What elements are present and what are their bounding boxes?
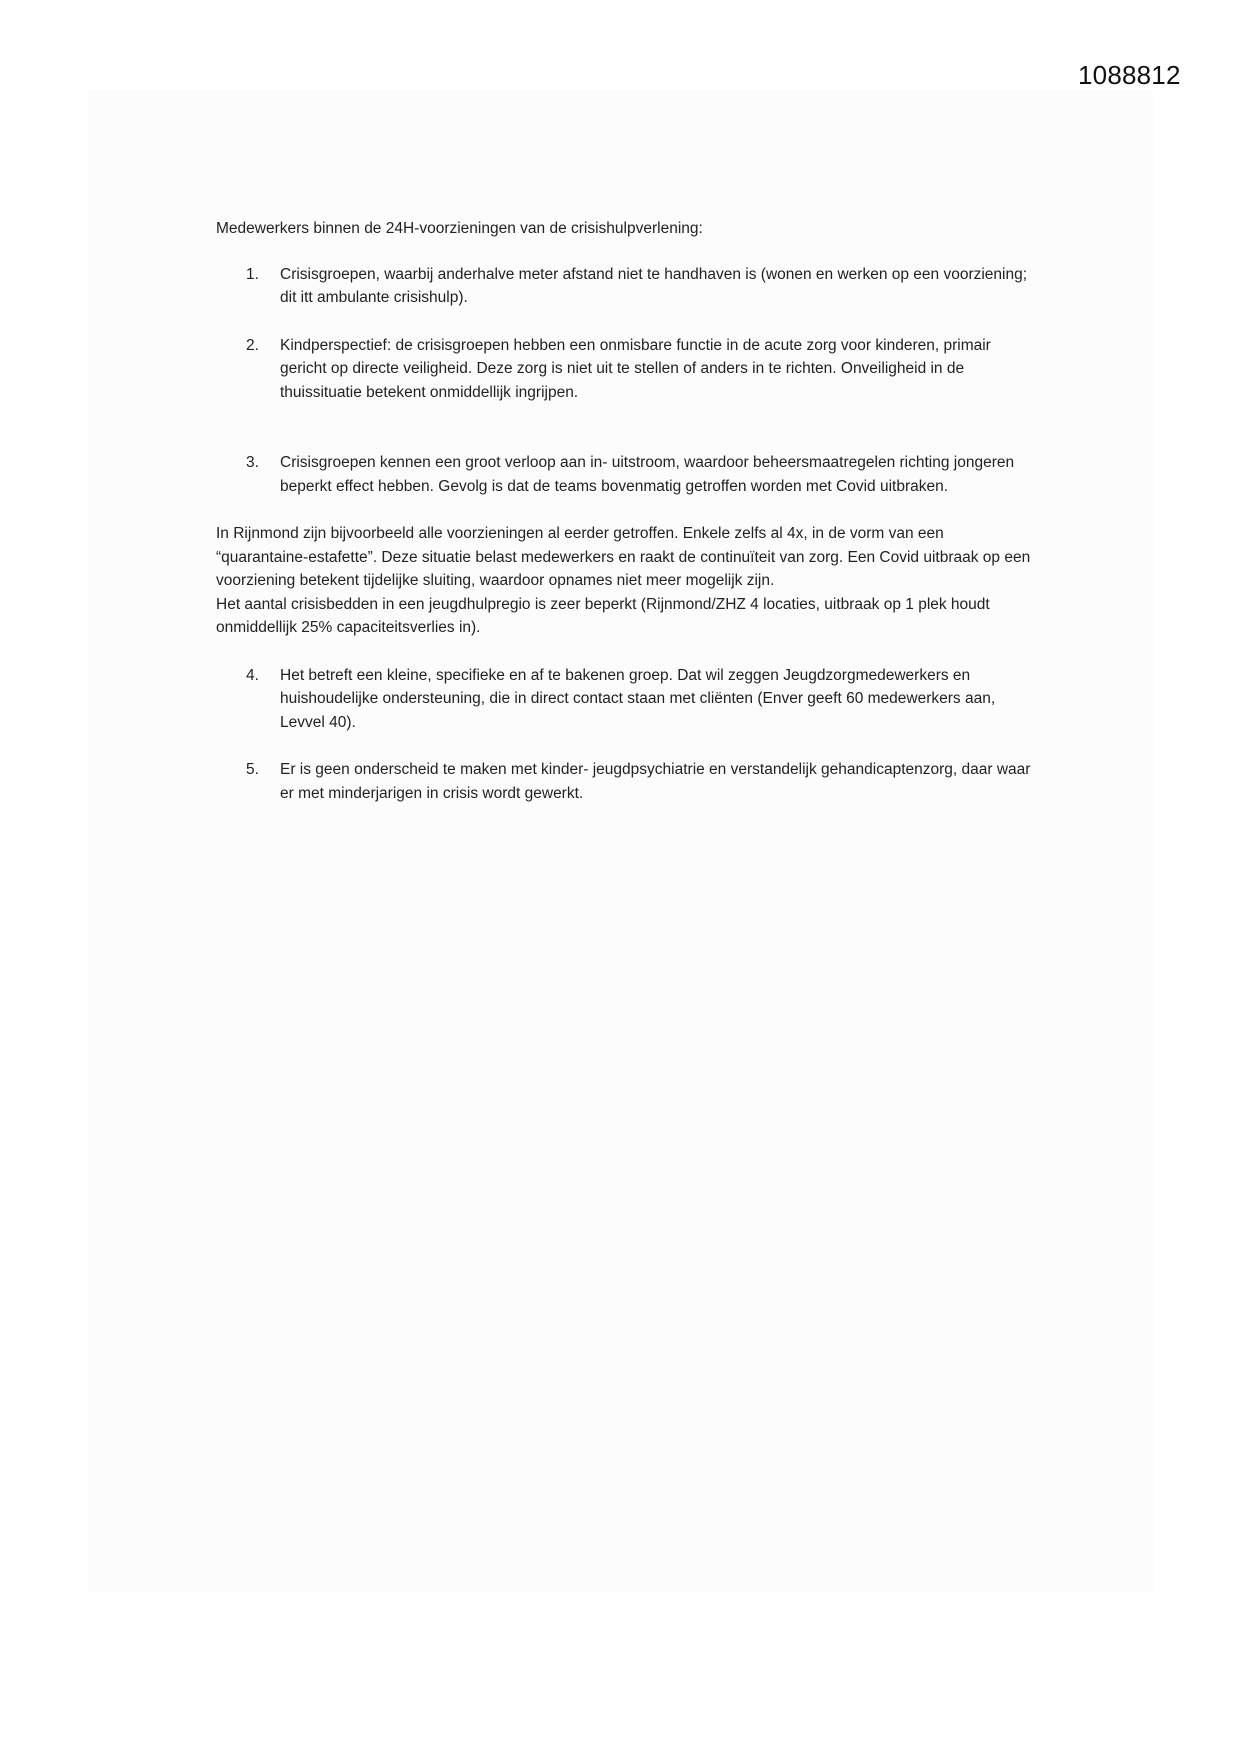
list-number: 1. bbox=[246, 265, 259, 283]
list-item-5 bbox=[216, 758, 1036, 805]
list-item-text: Kindperspectief: de crisisgroepen hebben een onmisbare functie in de acute zorg voor kinderen, primair gericht op directe veiligheid. Deze zorg is niet uit te stellen of anders in te richten. Onveiligheid in de thuissituatie betekent onmiddellijk ingrijpen. bbox=[280, 336, 991, 401]
list-item-text: Er is geen onderscheid te maken met kinder- jeugdpsychiatrie en verstandelijk gehandicaptenzorg, daar waar er met minderjarigen in crisis wordt gewerkt. bbox=[280, 761, 1031, 802]
list-item-3 bbox=[216, 451, 1036, 498]
document-id: 1088812 bbox=[1078, 60, 1181, 90]
paragraph-text-1: In Rijnmond zijn bijvoorbeeld alle voorzieningen al eerder getroffen. Enkele zelfs al 4x, in de vorm van een “quarantaine-estafette”. Deze situatie belast medewerkers en raakt de continuïteit van zorg. Een Covid uitbraak op een voorziening betekent tijdelijke sluiting, waardoor opnames niet meer mogelijk zijn. bbox=[216, 525, 1031, 589]
list-number: 2. bbox=[246, 336, 259, 354]
list-number: 3. bbox=[246, 454, 259, 471]
list-number: 5. bbox=[246, 761, 259, 778]
list-number: 4. bbox=[246, 666, 259, 684]
numbered-list-part2 bbox=[216, 664, 1036, 806]
list-item-text: Crisisgroepen, waarbij anderhalve meter afstand niet te handhaven is (wonen en werken op een voorziening; dit itt ambulante crisishulp). bbox=[280, 265, 1028, 306]
list-item-1 bbox=[216, 263, 1036, 310]
rijnmond-paragraph bbox=[216, 522, 1036, 640]
intro-heading: Medewerkers binnen de 24H-voorzieningen van de crisishulpverlening: bbox=[216, 220, 703, 237]
document-body bbox=[216, 217, 1036, 805]
list-item-4 bbox=[216, 664, 1036, 735]
list-item-text: Het betreft een kleine, specifieke en af te bakenen groep. Dat wil zeggen Jeugdzorgmedewerkers en huishoudelijke ondersteuning, die in direct contact staan met cliënten (Enver geeft 60 medewerkers aan, Levvel 40). bbox=[280, 666, 996, 731]
list-item-2 bbox=[216, 334, 1036, 405]
paragraph-text-2: Het aantal crisisbedden in een jeugdhulpregio is zeer beperkt (Rijnmond/ZHZ 4 locaties, uitbraak op 1 plek houdt onmiddellijk 25% capaciteitsverlies in). bbox=[216, 595, 990, 636]
numbered-list-part1 bbox=[216, 263, 1036, 499]
list-item-text: Crisisgroepen kennen een groot verloop aan in- uitstroom, waardoor beheersmaatregelen richting jongeren beperkt effect hebben. Gevolg is dat de teams bovenmatig getroffen worden met Covid uitbraken. bbox=[280, 454, 1015, 495]
